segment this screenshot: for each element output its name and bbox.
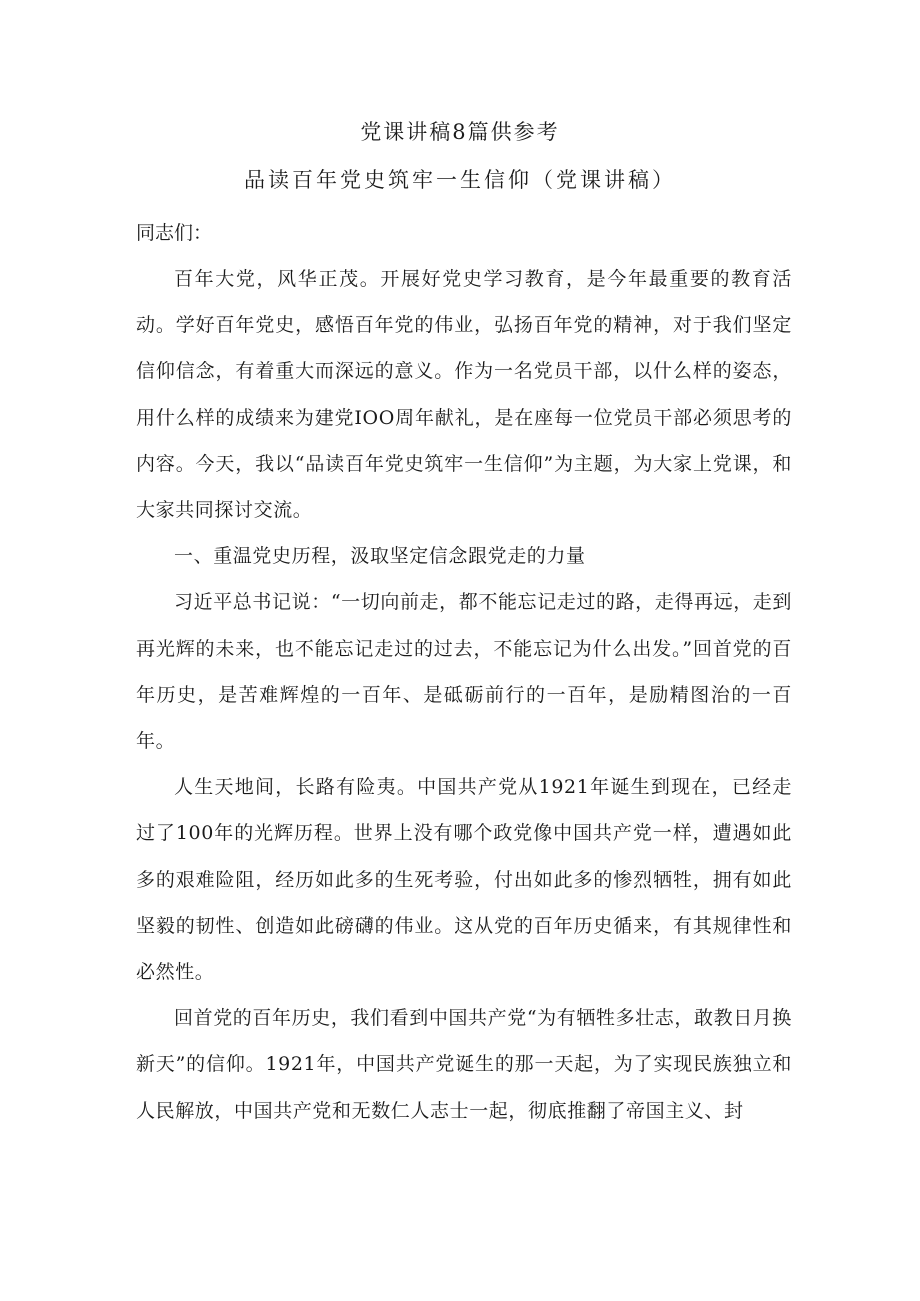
paragraph-faith: 回首党的百年历史，我们看到中国共产党“为有牺牲多壮志，敢教日月换新天”的信仰。1921年，中国共产党诞生的那一天起，为了实现民族独立和人民解放，中国共产党和无数仁人志士一起，彻底推翻了帝国主义、封 (136, 1007, 792, 1122)
document-body (136, 210, 792, 1134)
salutation: 同志们： (136, 222, 213, 244)
section-heading-1: 一、重温党史历程，汲取坚定信念跟党走的力量 (174, 545, 586, 568)
paragraph-quote: 习近平总书记说：“一切向前走，都不能忘记走过的路，走得再远，走到再光辉的未来，也不能忘记走过的过去，不能忘记为什么出发。”回首党的百年历史，是苦难辉煌的一百年、是砥砺前行的一百年，是励精图治的一百年。 (136, 591, 792, 753)
document-title: 党课讲稿8篇供参考 (360, 120, 560, 144)
paragraph-history: 人生天地间，长路有险夷。中国共产党从1921年诞生到现在，已经走过了100年的光辉历程。世界上没有哪个政党像中国共产党一样，遭遇如此多的艰难险阻，经历如此多的生死考验，付出如此多的惨烈牺牲，拥有如此坚毅的韧性、创造如此磅礴的伟业。这从党的百年历史循来，有其规律性和必然性。 (136, 776, 792, 984)
paragraph-intro: 百年大党，风华正茂。开展好党史学习教育，是今年最重要的教育活动。学好百年党史，感悟百年党的伟业，弘扬百年党的精神，对于我们坚定信仰信念，有着重大而深远的意义。作为一名党员干部，以什么样的姿态，用什么样的成绩来为建党IOO周年献礼，是在座每一位党员干部必须思考的内容。今天，我以“品读百年党史筑牢一生信仰”为主题，为大家上党课，和大家共同探讨交流。 (136, 268, 792, 522)
document-subtitle: 品读百年党史筑牢一生信仰（党课讲稿） (244, 168, 676, 192)
